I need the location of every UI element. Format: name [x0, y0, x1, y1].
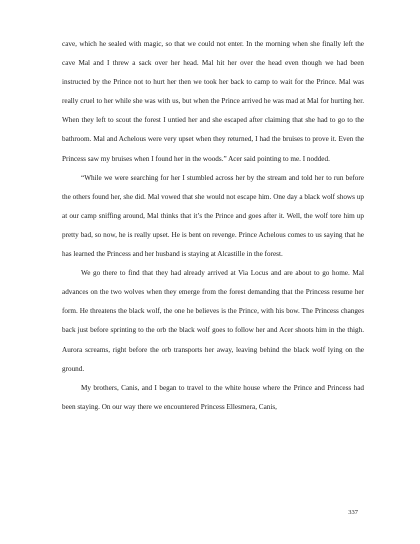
paragraph-4: My brothers, Canis, and I began to travel to the white house where the Prince and Princess had been staying. On our way there we encountered Princess Ellesmera, Canis, — [62, 383, 364, 411]
body-text — [62, 35, 364, 417]
paragraph-3: We go there to find that they had already arrived at Via Locus and are about to go home. Mal advances on the two wolves when they emerge from the forest demanding that the Princess resume her form. He threatens the black wolf, the one he believes is the Prince, with his bow. The Princess changes back just before sprinting to the orb the black wolf goes to follow her and Acer shoots him in the thigh. Aurora screams, right before the orb transports her away, leaving behind the black wolf lying on the ground. — [62, 269, 364, 373]
page-number: 337 — [348, 509, 358, 516]
paragraph-2: “While we were searching for her I stumbled across her by the stream and told her to run before the others found her, she did. Mal vowed that she would not escape him. One day a black wolf shows up at our camp sniffing around, Mal thinks that it’s the Prince and goes after it. Well, the wolf tore him up pretty bad, so now, he is really upset. He is bent on revenge. Prince Achelous comes to us saying that he has learned the Princess and her husband is staying at Alcastille in the forest. — [62, 173, 364, 259]
paragraph-1: cave, which he sealed with magic, so that we could not enter. In the morning when she finally left the cave Mal and I threw a sack over her head. Mal hit her over the head even though we had been instructed by the Prince not to hurt her then we took her back to camp to wait for the Prince. Mal was really cruel to her while she was with us, but when the Prince arrived he was mad at Mal for hurting her. When they left to scout the forest I untied her and she escaped after claiming that she had to go to the bathroom. Mal and Achelous were very upset when they returned, I had the bruises to prove it. Even the Princess saw my bruises when I found her in the woods.” Acer said pointing to me. I nodded. — [62, 40, 364, 163]
